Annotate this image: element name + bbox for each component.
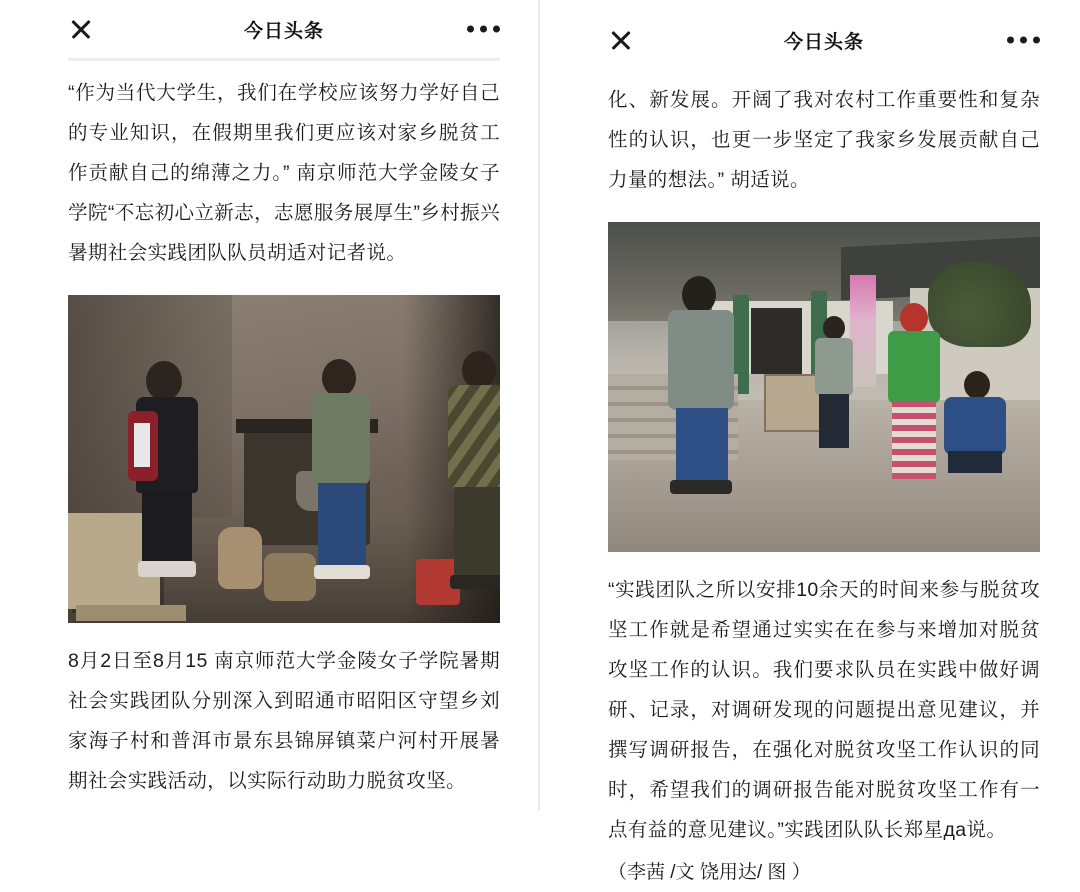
- person-head: [146, 361, 182, 401]
- photo-jar: [218, 527, 262, 589]
- more-dot: [480, 26, 487, 33]
- photo-doorway: [751, 308, 803, 374]
- photo-person-foreground: [660, 276, 748, 526]
- person-torso: [944, 397, 1006, 455]
- photo-person-standing-middle: [807, 316, 863, 466]
- person-legs: [318, 483, 366, 569]
- close-icon[interactable]: [68, 16, 94, 42]
- person-legs: [948, 451, 1002, 473]
- person-head-with-cap: [900, 303, 928, 333]
- right-article-screen: [540, 0, 1080, 883]
- scroll-progress-bar: [68, 58, 500, 61]
- photo-person-crouching: [938, 371, 1014, 479]
- more-dot: [467, 26, 474, 33]
- person-head: [682, 276, 716, 314]
- article-paragraph: 化、新发展。开阔了我对农村工作重要性和复杂性的认识，也更一步坚定了我家乡发展贡献自己力量的想法。” 胡适说。: [608, 89, 1040, 191]
- close-icon[interactable]: [608, 27, 634, 53]
- photo-person-camo-shirt: [434, 351, 500, 609]
- article-paragraph: “实践团队之所以安排10余天的时间来参与脱贫攻坚工作就是希望通过实实在在参与来增加对脱贫攻坚工作的认识。我们要求队员在实践中做好调研、记录，对调研发现的问题提出意见建议，并撰写调研报告，在强化对脱贫攻坚工作认识的同时，希望我们的调研报告能对脱贫攻坚工作有一点有益的意见建议。”实践团队队长郑星да说。: [608, 579, 1040, 841]
- article-paragraph: 8月2日至8月15 南京师范大学金陵女子学院暑期社会实践团队分别深入到昭通市昭阳区守望乡刘家海子村和普洱市景东县锦屏镇菜户河村开展暑期社会实践活动，以实际行动助力脱贫攻坚。: [68, 650, 500, 792]
- article-photo-courtyard: [608, 222, 1040, 552]
- person-legs: [454, 487, 500, 579]
- more-dot: [1033, 37, 1040, 44]
- right-app-bar: [608, 0, 1040, 80]
- person-torso: [668, 310, 734, 410]
- photo-person-with-backpack: [120, 361, 212, 613]
- person-backpack-stripe: [134, 423, 150, 467]
- article-credit: （李茜 /文 饶用达/ 图 ）: [608, 862, 811, 883]
- person-head: [462, 351, 496, 389]
- page-title: 今日头条: [783, 31, 864, 53]
- left-article-screen: [0, 0, 540, 810]
- more-options-icon[interactable]: [467, 26, 500, 33]
- person-head: [322, 359, 356, 397]
- person-legs: [676, 408, 728, 484]
- person-torso: [815, 338, 853, 396]
- person-head: [823, 316, 845, 340]
- article-paragraph: “作为当代大学生，我们在学校应该努力学好自己的专业知识，在假期里我们更应该对家乡脱贫工作贡献自己的绵薄之力。” 南京师范大学金陵女子学院“不忘初心立新志，志愿服务展厚生”乡村振兴暑期社会实践团队队员胡适对记者说。: [68, 82, 500, 264]
- person-shoes: [450, 575, 500, 589]
- more-dot: [493, 26, 500, 33]
- page-title: 今日头条: [243, 20, 324, 42]
- person-legs: [819, 394, 849, 448]
- person-skirt: [892, 401, 936, 479]
- photo-person-green-shirt: [298, 359, 384, 607]
- person-shoes: [314, 565, 370, 579]
- person-head: [964, 371, 990, 399]
- person-legs: [142, 491, 192, 563]
- more-dot: [1007, 37, 1014, 44]
- person-torso: [888, 331, 940, 403]
- more-dot: [1020, 37, 1027, 44]
- left-app-bar: [68, 0, 500, 58]
- article-photo-indoor-visit: [68, 295, 500, 623]
- person-shoes: [138, 561, 196, 577]
- person-torso: [312, 393, 370, 485]
- person-shoes: [670, 480, 732, 494]
- more-options-icon[interactable]: [1007, 37, 1040, 44]
- person-camo-pattern: [448, 385, 500, 489]
